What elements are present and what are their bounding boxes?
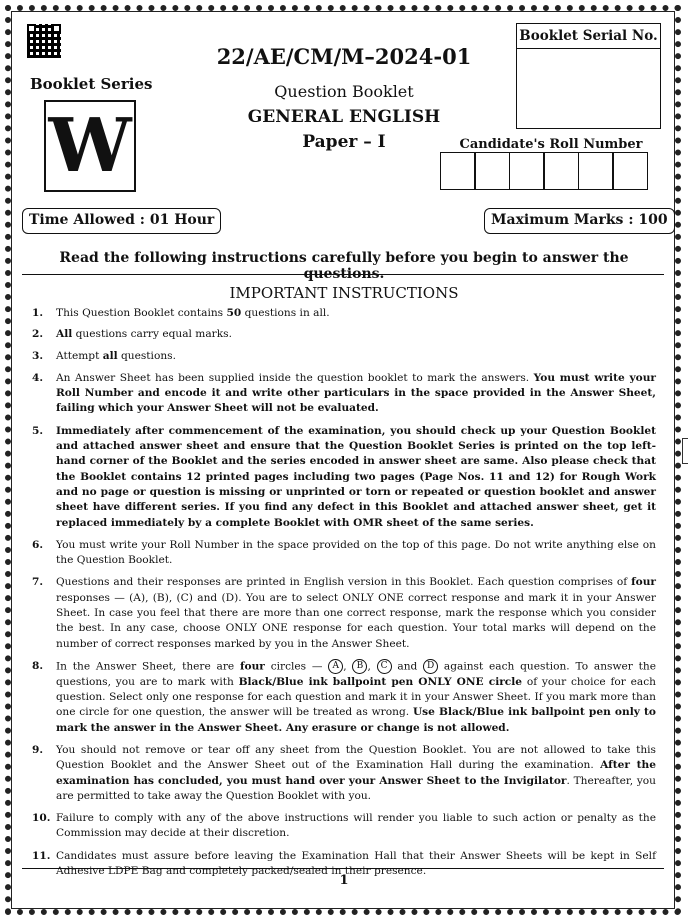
instruction-text: This Question Booklet contains (56, 307, 227, 319)
instruction-number: 4. (32, 371, 44, 384)
instruction-item (32, 371, 656, 417)
instruction-bold-text: You must write your Roll Number and encode it and write other particulars in the space provided in the Answer Sheet, failing which your Answer Sheet will not be evaluated. (56, 371, 657, 415)
instruction-item (32, 327, 656, 342)
instruction-item (32, 743, 656, 804)
instruction-item (32, 538, 656, 569)
instruction-text: An Answer Sheet has been supplied inside the question booklet to mark the answers. (56, 371, 534, 384)
instruction-number: 9. (32, 743, 44, 756)
answer-circle-icon: C (377, 659, 392, 674)
roll-digit-box[interactable] (509, 152, 545, 190)
instruction-list (32, 306, 656, 879)
roll-digit-box[interactable] (474, 152, 510, 190)
instruction-bold-text: Black/Blue ink ballpoint pen ONLY ONE circle (238, 675, 523, 688)
maximum-marks-badge: Maximum Marks : 100 (484, 208, 675, 234)
instruction-bold-text: Use Black/Blue ink ballpoint pen only to mark the answer in the Answer Sheet. Any erasure or change is not allowed. (56, 706, 656, 734)
roll-digit-box[interactable] (612, 152, 648, 190)
instruction-bold-text: All (56, 328, 73, 341)
booklet-series-box: W (44, 100, 136, 192)
instruction-number: 1. (32, 307, 44, 319)
instruction-bold-text: Immediately after commencement of the examination, you should check up your Question Booklet and attached answer sheet and ensure that the Question Booklet Series is printed on the top left-hand corner of the Booklet and the series encoded in answer sheet are same. Also please check that the Booklet contains 12 printed pages including two pages (Page Nos. 11 and 12) for Rough Work and no page or question is missing or unprinted or torn or repeated or question booklet and answer sheet have different series. If you find any defect in this Booklet and attached answer sheet, get it replaced immediately by a complete Booklet with OMR sheet of the same series. (56, 424, 656, 529)
instruction-number: 10. (32, 812, 51, 825)
instruction-text: In the Answer Sheet, there are (56, 660, 240, 673)
separator: and (391, 660, 424, 673)
instruction-text: . Thereafter, you are permitted to take away the Question Booklet with you. (56, 774, 657, 802)
instruction-item (32, 575, 656, 651)
answer-circle-icon: B (352, 659, 367, 674)
instruction-text: questions in all. (241, 307, 330, 319)
separator: , (367, 660, 377, 673)
booklet-serial-box[interactable] (516, 23, 661, 129)
instruction-text: Attempt (56, 349, 103, 362)
instruction-bold-text: four (631, 576, 656, 589)
instruction-item (32, 659, 656, 736)
roll-digit-box[interactable] (543, 152, 579, 190)
answer-circle-icon: D (423, 659, 438, 674)
edge-mark (682, 438, 688, 464)
instruction-text: of your choice for each question. Select only one response for each question and mark it in your Answer Sheet. If you mark more than one circle for one question, the answer will be treated as wrong. (56, 675, 656, 719)
instruction-bold-text: four (239, 660, 265, 673)
instruction-number: 7. (32, 576, 44, 589)
divider (22, 274, 664, 275)
booklet-serial-label: Booklet Serial No. (517, 24, 660, 49)
roll-number-label: Candidate's Roll Number (459, 137, 643, 152)
divider (22, 868, 664, 869)
booklet-type: Question Booklet (274, 82, 414, 101)
roll-digit-box[interactable] (578, 152, 614, 190)
subject-title: GENERAL ENGLISH (247, 107, 441, 127)
instruction-number: 11. (32, 849, 51, 862)
important-instructions-title: IMPORTANT INSTRUCTIONS (229, 284, 459, 302)
paper-title: Paper – I (302, 132, 386, 152)
instruction-item (32, 306, 656, 321)
instruction-bold-text: 50 (226, 307, 242, 319)
instruction-text: Candidates must assure before leaving the Examination Hall that their Answer Sheets will be kept in Self Adhesive LDPE Bag and completely packed/sealed in their presence. (56, 849, 656, 877)
instruction-bold-text: After the examination has concluded, you must hand over your Answer Sheet to the Invigilator (56, 759, 656, 787)
instruction-item (32, 811, 656, 842)
instruction-text: responses — (A), (B), (C) and (D). You are to select ONLY ONE correct response and mark it in your Answer Sheet. In case you feel that there are more than one correct response, mark the response which you consider the best. In any case, choose ONLY ONE response for each question. Your total marks will depend on the number of correct responses marked by you in the Answer Sheet. (56, 591, 656, 650)
instruction-item (32, 424, 656, 531)
booklet-series-label: Booklet Series (30, 75, 153, 93)
instruction-bold-text: all (102, 349, 118, 362)
read-instruction: Read the following instructions carefully before you begin to answer the questions. (59, 250, 629, 282)
instruction-text: circles — (264, 660, 329, 673)
time-allowed-badge: Time Allowed : 01 Hour (22, 208, 221, 234)
page-number: 1 (339, 873, 349, 888)
instruction-item (32, 349, 656, 364)
roll-digit-box[interactable] (440, 152, 476, 190)
instruction-text: questions carry equal marks. (72, 328, 232, 341)
instruction-text: You must write your Roll Number in the space provided on the top of this page. Do not write anything else on the Question Booklet. (56, 538, 656, 567)
instruction-text: You should not remove or tear off any sheet from the Question Booklet. You are not allowed to take this Question Booklet and the Answer Sheet out of the Examination Hall during the examination. (56, 743, 656, 772)
instruction-number: 3. (32, 349, 44, 362)
instruction-number: 2. (32, 328, 44, 341)
instruction-number: 8. (32, 659, 44, 672)
separator: , (343, 660, 353, 673)
instruction-text: questions. (117, 349, 176, 362)
answer-circle-icon: A (328, 659, 343, 674)
instruction-number: 6. (32, 538, 44, 551)
instruction-text: Failure to comply with any of the above instructions will render you liable to such action or penalty as the Commission may decide at their discretion. (56, 812, 656, 840)
exam-code: 22/AE/CM/M–2024-01 (216, 44, 472, 69)
instruction-text: against each question. To answer the questions, you are to mark with (56, 660, 656, 688)
roll-number-boxes[interactable] (441, 152, 648, 190)
instruction-number: 5. (32, 424, 44, 437)
instruction-text: Questions and their responses are printed in English version in this Booklet. Each question comprises of (56, 576, 632, 589)
